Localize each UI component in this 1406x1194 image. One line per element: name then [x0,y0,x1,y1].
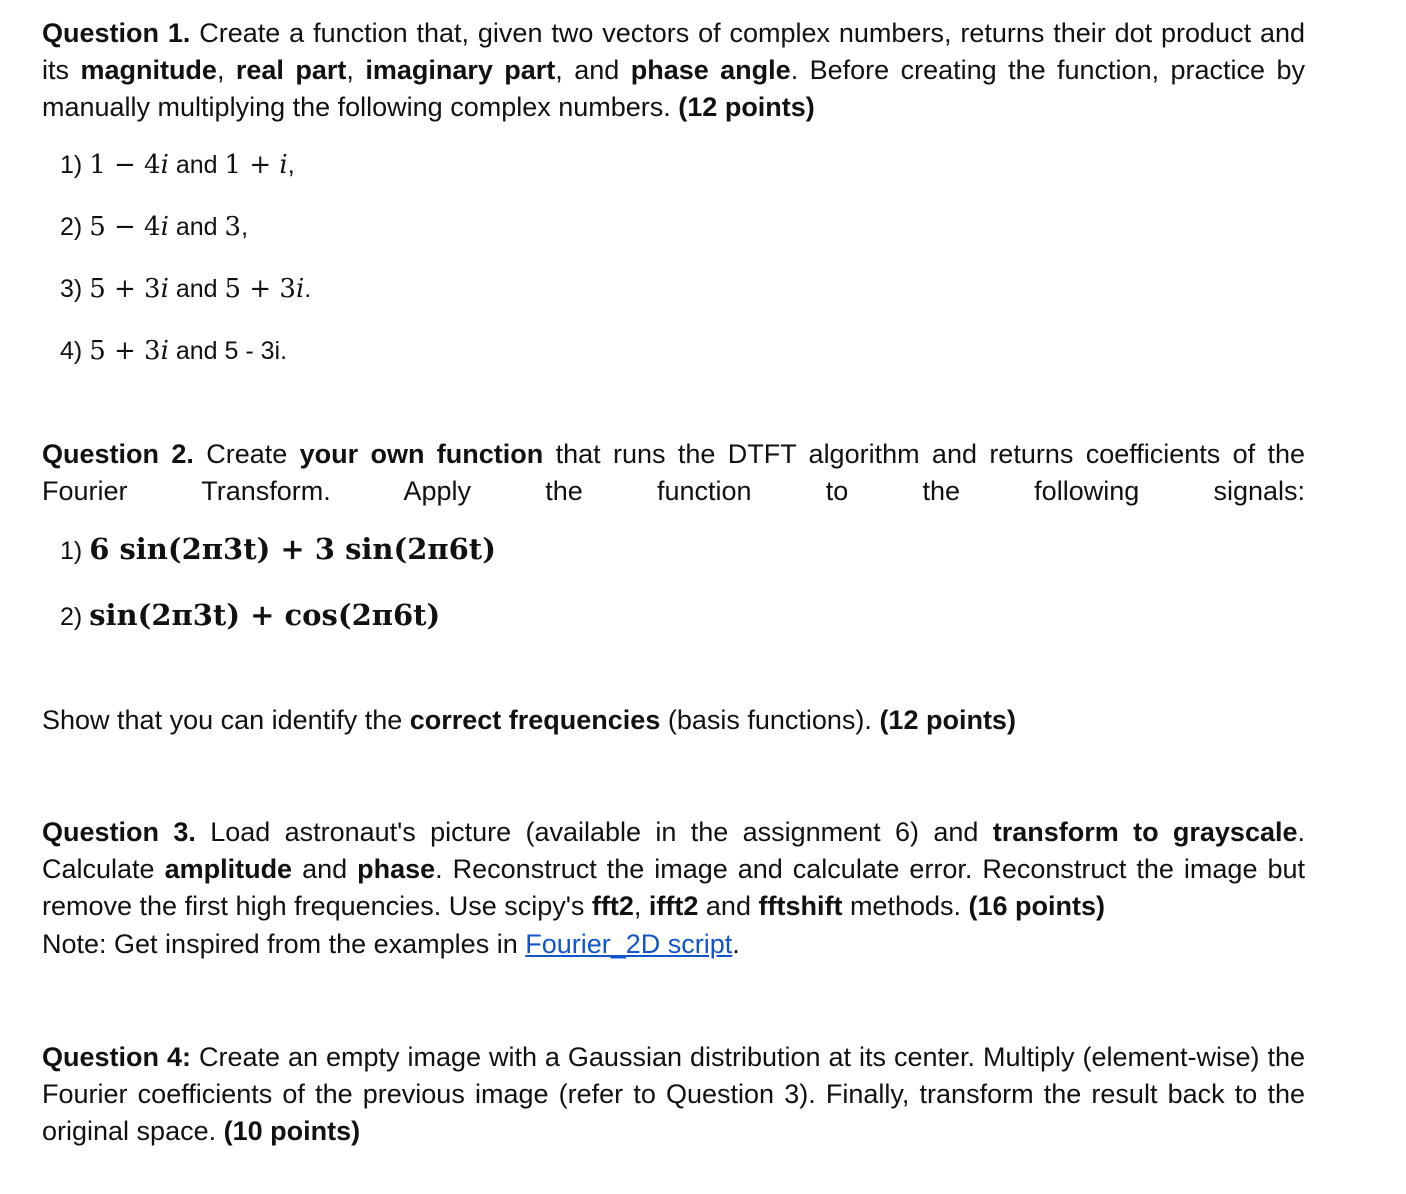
q2-item-1-formula: 6 sin(2π3t) + 3 sin(2π6t) [89,532,496,566]
q1-item-4-num: 4) [60,337,90,365]
q1-item-2-a: 5 − 4 [89,212,161,242]
q3-text-b: . Calculate [42,817,1306,884]
q2-show-paragraph [42,702,1305,739]
q1-item-3-end: . [304,275,312,303]
q3-text-d: . Reconstruct the image and calculate error. Reconstruct the image but remove the first high frequencies. Use scipy's [42,854,1305,921]
q4-text-a: Create an empty image with a Gaussian distribution at its center. Multiply (element-wise) the Fourier coefficients of the previous image (refer to Question 3). Finally, transform the result back to the original space. [42,1042,1305,1146]
q1-bold-magnitude: magnitude [80,55,217,85]
q1-bold-real: real part [235,55,347,85]
q1-item-3-a-i: i [160,274,169,304]
question-4-label: Question 4: [42,1042,191,1072]
q3-sep1: , [633,891,649,921]
question-1-label: Question 1. [42,18,191,48]
q1-item-1 [60,148,295,182]
q3-points: (16 points) [968,891,1106,921]
q1-text-b: . Before creating the function, practice by manually multiplying the following complex numbers. [42,55,1305,122]
q1-points: (12 points) [678,92,815,122]
q1-item-3-and: and [168,275,225,303]
question-2-paragraph [42,436,1305,510]
q2-item-2-num: 2) [60,603,90,631]
q3-text-a: Load astronaut's picture (available in the assignment 6) and [195,817,993,847]
q1-item-1-end: , [287,151,295,179]
q2-item-1 [60,532,496,568]
q1-item-4-and: and 5 - 3i. [168,337,288,365]
q3-bold-amp: amplitude [164,854,293,884]
q2-bold-own: your own function [299,439,544,469]
q2-show-b: (basis functions). [660,705,880,735]
q2-show-a: Show that you can identify the [42,705,410,735]
q1-item-1-num: 1) [60,151,90,179]
q1-item-2-a-i: i [160,212,169,242]
q3-bold-fftshift: fftshift [758,891,843,921]
q2-bold-freq: correct frequencies [409,705,661,735]
q1-item-2 [60,210,248,244]
question-4-paragraph [42,1039,1305,1150]
q2-item-2 [60,598,440,634]
q3-bold-fft2: fft2 [591,891,634,921]
q1-item-2-num: 2) [60,213,90,241]
question-3-label: Question 3. [42,817,196,847]
q1-item-4-a: 5 + 3 [89,336,161,366]
q1-item-4 [60,334,287,368]
q2-text-a: Create [193,439,300,469]
q1-item-3-a: 5 + 3 [89,274,161,304]
q4-points: (10 points) [223,1116,361,1146]
q1-bold-imag: imaginary part [365,55,556,85]
q1-item-1-a: 1 − 4 [89,150,161,180]
q1-item-3-num: 3) [60,275,90,303]
q1-sep3: , and [555,55,631,85]
q1-item-1-and: and [168,151,225,179]
q2-text-b: that runs the DTFT algorithm and returns coefficients of the Fourier Transform. Apply the function to the following signals: [42,439,1306,506]
q1-item-2-b: 3 [224,212,242,242]
question-2-label: Question 2. [42,439,194,469]
q1-item-4-a-i: i [160,336,169,366]
q2-points: (12 points) [879,705,1016,735]
q3-note-text: Note: Get inspired from the examples in [42,929,526,959]
q3-note-end: . [732,929,740,959]
q3-text-e: and [698,891,759,921]
q1-item-2-end: , [241,213,249,241]
q3-bold-ifft2: ifft2 [648,891,699,921]
q1-item-2-and: and [168,213,225,241]
fourier-2d-script-link[interactable]: Fourier_2D script [525,929,733,959]
q1-item-1-a-i: i [160,150,169,180]
q1-text-a: Create a function that, given two vectors of complex numbers, returns their dot product and its [42,18,1305,85]
q1-item-1-b: 1 + [224,150,280,180]
q3-note [42,926,1305,963]
q1-sep2: , [346,55,366,85]
q3-text-c: and [292,854,358,884]
q1-sep1: , [216,55,236,85]
q1-item-1-b-i: i [279,150,288,180]
q3-text-f: methods. [842,891,969,921]
q1-item-3-b-i: i [295,274,305,304]
q1-item-3-b: 5 + 3 [224,274,296,304]
q2-item-1-num: 1) [60,537,90,565]
q3-bold-phase: phase [357,854,436,884]
q2-item-2-formula: sin(2π3t) + cos(2π6t) [89,598,441,632]
q1-item-3 [60,272,311,306]
q1-bold-phase: phase angle [630,55,791,85]
question-3-paragraph [42,814,1305,925]
question-1-paragraph [42,15,1305,126]
q3-bold-gray: transform to grayscale [992,817,1298,847]
